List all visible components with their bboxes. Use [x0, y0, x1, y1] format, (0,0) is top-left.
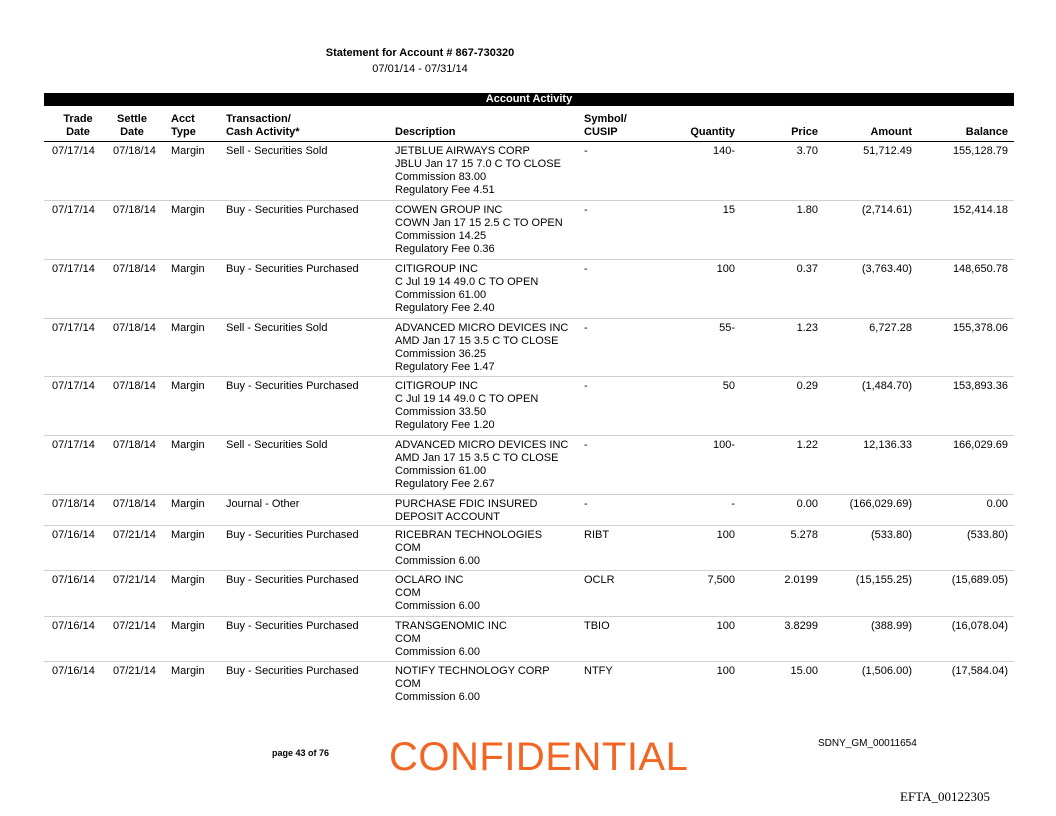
cell-acct-type: Margin	[171, 380, 205, 392]
cell-amount: 12,136.33	[863, 439, 912, 451]
cell-symbol: OCLR	[584, 574, 615, 586]
cell-trade-date: 07/18/14	[52, 498, 95, 510]
cell-acct-type: Margin	[171, 145, 205, 157]
description-line: Commission 14.25	[395, 230, 487, 242]
cell-balance: (533.80)	[967, 529, 1008, 541]
cell-settle-date: 07/18/14	[113, 145, 156, 157]
cell-symbol: TBIO	[584, 620, 610, 632]
row-separator	[44, 661, 1014, 662]
cell-settle-date: 07/18/14	[113, 380, 156, 392]
col-header-quantity: Quantity	[690, 126, 735, 138]
cell-trade-date: 07/16/14	[52, 620, 95, 632]
cell-settle-date: 07/21/14	[113, 574, 156, 586]
cell-amount: (1,506.00)	[861, 665, 912, 677]
cell-symbol: -	[584, 263, 588, 275]
cell-amount: (388.99)	[871, 620, 912, 632]
description-line: C Jul 19 14 49.0 C TO OPEN	[395, 276, 539, 288]
cell-symbol: NTFY	[584, 665, 613, 677]
cell-trade-date: 07/17/14	[52, 322, 95, 334]
cell-acct-type: Margin	[171, 204, 205, 216]
col-header-transaction: Transaction/ Cash Activity*	[226, 113, 300, 138]
cell-quantity: 100	[716, 263, 735, 275]
cell-settle-date: 07/18/14	[113, 322, 156, 334]
description-line: COWN Jan 17 15 2.5 C TO OPEN	[395, 217, 563, 229]
cell-transaction: Sell - Securities Sold	[226, 322, 328, 334]
cell-acct-type: Margin	[171, 263, 205, 275]
cell-quantity: 100	[716, 620, 735, 632]
cell-settle-date: 07/18/14	[113, 439, 156, 451]
row-separator	[44, 570, 1014, 571]
cell-description	[395, 204, 580, 256]
cell-trade-date: 07/16/14	[52, 665, 95, 677]
cell-balance: (15,689.05)	[951, 574, 1008, 586]
cell-description	[395, 665, 580, 704]
cell-settle-date: 07/18/14	[113, 204, 156, 216]
cell-amount: (15,155.25)	[855, 574, 912, 586]
cell-price: 5.278	[790, 529, 818, 541]
cell-description	[395, 145, 580, 197]
cell-acct-type: Margin	[171, 498, 205, 510]
cell-transaction: Buy - Securities Purchased	[226, 574, 359, 586]
cell-quantity: -	[731, 498, 735, 510]
cell-trade-date: 07/16/14	[52, 529, 95, 541]
row-separator	[44, 525, 1014, 526]
col-header-settle-date: Settle Date	[117, 113, 147, 138]
cell-price: 0.00	[796, 498, 818, 510]
statement-period: 07/01/14 - 07/31/14	[372, 63, 468, 75]
efta-number: EFTA_00122305	[900, 789, 990, 804]
cell-price: 0.37	[796, 263, 818, 275]
cell-transaction: Sell - Securities Sold	[226, 145, 328, 157]
description-line: Regulatory Fee 2.40	[395, 302, 495, 314]
description-line: RICEBRAN TECHNOLOGIES	[395, 529, 543, 541]
description-line: Commission 6.00	[395, 555, 480, 567]
cell-balance: 155,378.06	[952, 322, 1008, 334]
description-line: JBLU Jan 17 15 7.0 C TO CLOSE	[395, 158, 561, 170]
row-separator	[44, 200, 1014, 201]
description-line: TRANSGENOMIC INC	[395, 620, 507, 632]
description-line: Regulatory Fee 2.67	[395, 478, 495, 490]
cell-price: 15.00	[790, 665, 818, 677]
description-line: Commission 61.00	[395, 289, 487, 301]
description-line: COM	[395, 542, 421, 554]
cell-amount: (533.80)	[871, 529, 912, 541]
cell-trade-date: 07/17/14	[52, 145, 95, 157]
cell-price: 1.80	[796, 204, 818, 216]
description-line: Commission 6.00	[395, 691, 480, 703]
cell-quantity: 55-	[719, 322, 735, 334]
cell-acct-type: Margin	[171, 439, 205, 451]
cell-balance: (17,584.04)	[951, 665, 1008, 677]
cell-transaction: Buy - Securities Purchased	[226, 204, 359, 216]
description-line: CITIGROUP INC	[395, 380, 478, 392]
description-line: COM	[395, 633, 421, 645]
description-line: AMD Jan 17 15 3.5 C TO CLOSE	[395, 452, 559, 464]
description-line: COM	[395, 587, 421, 599]
description-line: Commission 83.00	[395, 171, 487, 183]
description-line: Regulatory Fee 1.20	[395, 419, 495, 431]
cell-acct-type: Margin	[171, 322, 205, 334]
col-header-price: Price	[791, 126, 818, 138]
row-separator	[44, 435, 1014, 436]
description-line: Regulatory Fee 0.36	[395, 243, 495, 255]
col-header-symbol: Symbol/ CUSIP	[584, 113, 627, 138]
description-line: JETBLUE AIRWAYS CORP	[395, 145, 530, 157]
description-line: ADVANCED MICRO DEVICES INC	[395, 322, 569, 334]
cell-quantity: 15	[722, 204, 735, 216]
cell-balance: 148,650.78	[952, 263, 1008, 275]
section-banner: Account Activity	[44, 93, 1014, 106]
col-header-description: Description	[395, 126, 456, 138]
description-line: OCLARO INC	[395, 574, 464, 586]
cell-transaction: Buy - Securities Purchased	[226, 665, 359, 677]
cell-price: 2.0199	[784, 574, 818, 586]
header-rule	[44, 141, 1014, 142]
cell-settle-date: 07/21/14	[113, 665, 156, 677]
cell-trade-date: 07/17/14	[52, 439, 95, 451]
cell-amount: 6,727.28	[869, 322, 912, 334]
cell-symbol: RIBT	[584, 529, 610, 541]
cell-acct-type: Margin	[171, 529, 205, 541]
description-line: Regulatory Fee 4.51	[395, 184, 495, 196]
row-separator	[44, 616, 1014, 617]
cell-description	[395, 439, 580, 491]
cell-price: 3.70	[796, 145, 818, 157]
cell-amount: 51,712.49	[863, 145, 912, 157]
cell-acct-type: Margin	[171, 620, 205, 632]
cell-symbol: -	[584, 498, 588, 510]
cell-symbol: -	[584, 439, 588, 451]
description-line: Commission 6.00	[395, 600, 480, 612]
description-line: COM	[395, 678, 421, 690]
cell-description	[395, 574, 580, 613]
cell-settle-date: 07/21/14	[113, 529, 156, 541]
cell-amount: (2,714.61)	[861, 204, 912, 216]
description-line: AMD Jan 17 15 3.5 C TO CLOSE	[395, 335, 559, 347]
cell-amount: (166,029.69)	[849, 498, 912, 510]
cell-amount: (3,763.40)	[861, 263, 912, 275]
cell-description	[395, 380, 580, 432]
row-separator	[44, 376, 1014, 377]
cell-balance: 166,029.69	[952, 439, 1008, 451]
col-header-balance: Balance	[965, 126, 1008, 138]
cell-trade-date: 07/17/14	[52, 204, 95, 216]
page-number: page 43 of 76	[272, 748, 330, 758]
col-header-acct-type: Acct Type	[171, 113, 196, 138]
row-separator	[44, 259, 1014, 260]
description-line: Commission 61.00	[395, 465, 487, 477]
cell-description	[395, 263, 580, 315]
cell-balance: 0.00	[986, 498, 1008, 510]
description-line: ADVANCED MICRO DEVICES INC	[395, 439, 569, 451]
cell-settle-date: 07/21/14	[113, 620, 156, 632]
cell-transaction: Buy - Securities Purchased	[226, 380, 359, 392]
description-line: Commission 33.50	[395, 406, 487, 418]
cell-price: 1.23	[796, 322, 818, 334]
cell-price: 0.29	[796, 380, 818, 392]
description-line: DEPOSIT ACCOUNT	[395, 511, 500, 523]
cell-trade-date: 07/17/14	[52, 263, 95, 275]
cell-quantity: 100	[716, 529, 735, 541]
description-line: NOTIFY TECHNOLOGY CORP	[395, 665, 550, 677]
cell-symbol: -	[584, 322, 588, 334]
cell-amount: (1,484.70)	[861, 380, 912, 392]
description-line: PURCHASE FDIC INSURED	[395, 498, 538, 510]
cell-balance: 153,893.36	[952, 380, 1008, 392]
description-line: C Jul 19 14 49.0 C TO OPEN	[395, 393, 539, 405]
cell-quantity: 50	[722, 380, 735, 392]
cell-quantity: 7,500	[707, 574, 735, 586]
cell-description	[395, 498, 580, 524]
statement-title: Statement for Account # 867-730320	[325, 47, 515, 59]
cell-transaction: Sell - Securities Sold	[226, 439, 328, 451]
row-separator	[44, 494, 1014, 495]
cell-description	[395, 620, 580, 659]
cell-quantity: 140-	[712, 145, 735, 157]
cell-quantity: 100-	[712, 439, 735, 451]
cell-transaction: Journal - Other	[226, 498, 300, 510]
cell-price: 3.8299	[784, 620, 818, 632]
col-header-trade-date: Trade Date	[63, 113, 93, 138]
cell-trade-date: 07/17/14	[52, 380, 95, 392]
cell-description	[395, 322, 580, 374]
cell-balance: (16,078.04)	[951, 620, 1008, 632]
cell-transaction: Buy - Securities Purchased	[226, 620, 359, 632]
confidential-stamp: CONFIDENTIAL	[389, 735, 689, 779]
description-line: CITIGROUP INC	[395, 263, 478, 275]
col-header-amount: Amount	[870, 126, 912, 138]
description-line: Regulatory Fee 1.47	[395, 361, 495, 373]
description-line: COWEN GROUP INC	[395, 204, 503, 216]
cell-price: 1.22	[796, 439, 818, 451]
cell-quantity: 100	[716, 665, 735, 677]
cell-transaction: Buy - Securities Purchased	[226, 263, 359, 275]
cell-balance: 152,414.18	[952, 204, 1008, 216]
cell-balance: 155,128.79	[952, 145, 1008, 157]
row-separator	[44, 318, 1014, 319]
cell-acct-type: Margin	[171, 665, 205, 677]
cell-settle-date: 07/18/14	[113, 263, 156, 275]
cell-transaction: Buy - Securities Purchased	[226, 529, 359, 541]
cell-acct-type: Margin	[171, 574, 205, 586]
cell-symbol: -	[584, 145, 588, 157]
cell-description	[395, 529, 580, 568]
cell-trade-date: 07/16/14	[52, 574, 95, 586]
cell-settle-date: 07/18/14	[113, 498, 156, 510]
cell-symbol: -	[584, 380, 588, 392]
description-line: Commission 6.00	[395, 646, 480, 658]
bates-number: SDNY_GM_00011654	[818, 738, 917, 749]
description-line: Commission 36.25	[395, 348, 487, 360]
cell-symbol: -	[584, 204, 588, 216]
